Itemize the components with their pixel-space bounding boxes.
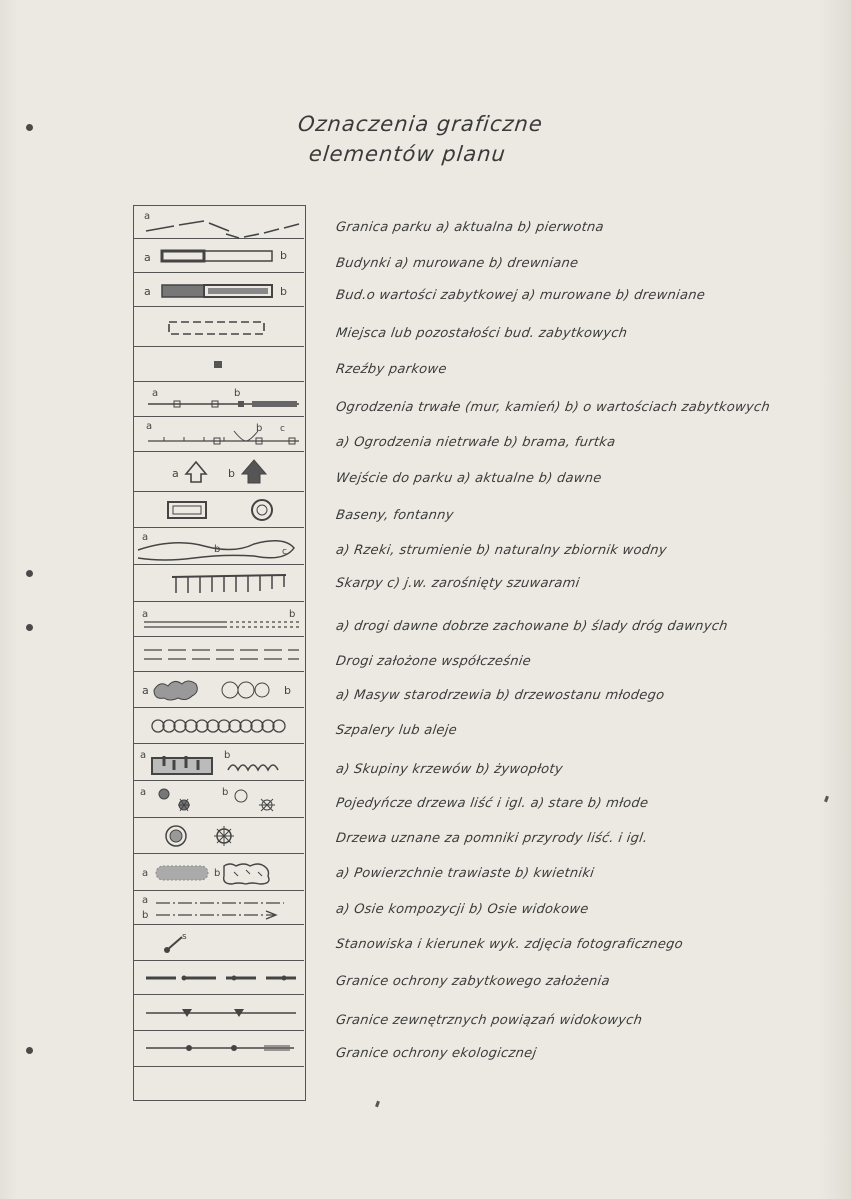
svg-text:c: c <box>280 424 285 434</box>
svg-text:b: b <box>234 388 241 399</box>
legend-symbol-column <box>133 205 306 1101</box>
legend-symbol-lawns-flowerbeds <box>134 854 304 891</box>
legend-symbol-park-boundary <box>134 206 304 239</box>
legend-label: Baseny, fontanny <box>334 508 455 523</box>
legend-label: a) Skupiny krzewów b) żywopłoty <box>334 762 564 777</box>
svg-text:a: a <box>142 532 149 543</box>
svg-text:b: b <box>284 684 291 697</box>
svg-text:a: a <box>140 750 147 761</box>
legend-label: a) Masyw starodrzewia b) drzewostanu młodego <box>334 688 666 703</box>
punch-hole <box>26 624 33 631</box>
legend-label: Bud.o wartości zabytkowej a) murowane b) drewniane <box>334 288 707 303</box>
pen-mark <box>375 1101 380 1108</box>
legend-empty-row <box>134 1067 304 1100</box>
legend-label: Budynki a) murowane b) drewniane <box>334 256 580 271</box>
svg-text:c: c <box>282 547 287 557</box>
legend-symbol-view-boundary <box>134 995 304 1031</box>
legend-symbol-entrances <box>134 452 304 492</box>
svg-text:b: b <box>214 544 221 555</box>
legend-label: Skarpy c) j.w. zarośnięty szuwarami <box>334 576 581 591</box>
svg-text:a: a <box>144 251 151 264</box>
legend-symbol-tree-stands <box>134 672 304 708</box>
svg-text:a: a <box>144 211 151 222</box>
legend-symbol-rivers <box>134 528 304 565</box>
svg-text:b: b <box>289 609 296 620</box>
legend-symbol-monument-trees <box>134 818 304 854</box>
legend-symbol-photo-station <box>134 925 304 961</box>
legend-symbol-sculptures <box>134 347 304 382</box>
svg-text:b: b <box>142 910 149 921</box>
svg-text:b: b <box>256 423 263 434</box>
legend-symbol-old-roads <box>134 602 304 637</box>
legend-symbol-alleys <box>134 708 304 744</box>
svg-text:a: a <box>142 895 149 906</box>
legend-symbol-buildings <box>134 239 304 273</box>
legend-symbol-axes <box>134 891 304 925</box>
punch-hole <box>26 570 33 577</box>
legend-label: Drogi założone współcześnie <box>334 654 533 669</box>
legend-label: a) drogi dawne dobrze zachowane b) ślady dróg dawnych <box>334 619 729 634</box>
svg-text:a: a <box>146 421 153 432</box>
legend-symbol-slopes <box>134 565 304 602</box>
document-title: Oznaczenia graficzne <box>296 112 545 136</box>
svg-text:b: b <box>280 285 287 298</box>
legend-label: Drzewa uznane za pomniki przyrody liść. i igl. <box>334 831 649 846</box>
svg-text:b: b <box>228 467 235 480</box>
legend-symbol-temporary-fences <box>134 417 304 452</box>
legend-symbol-permanent-fences <box>134 382 304 417</box>
legend-symbol-single-trees <box>134 781 304 818</box>
svg-text:a: a <box>142 684 149 697</box>
legend-label: Rzeźby parkowe <box>334 362 448 377</box>
svg-text:a: a <box>144 285 151 298</box>
svg-text:a: a <box>142 609 149 620</box>
legend-symbol-modern-roads <box>134 637 304 672</box>
legend-label: a) Osie kompozycji b) Osie widokowe <box>334 902 590 917</box>
svg-text:a: a <box>142 868 149 879</box>
legend-symbol-heritage-buildings <box>134 273 304 307</box>
legend-label: Granice ochrony zabytkowego założenia <box>334 974 611 989</box>
document-subtitle: elementów planu <box>307 142 508 166</box>
legend-label: a) Ogrodzenia nietrwałe b) brama, furtka <box>334 435 617 450</box>
svg-text:b: b <box>222 787 229 798</box>
svg-text:a: a <box>140 787 147 798</box>
legend-label: Szpalery lub aleje <box>334 723 458 738</box>
legend-symbol-pools <box>134 492 304 528</box>
svg-text:b: b <box>214 868 221 879</box>
legend-label: Granice zewnętrznych powiązań widokowych <box>334 1013 644 1028</box>
legend-label: a) Rzeki, strumienie b) naturalny zbiornik wodny <box>334 543 668 558</box>
punch-hole <box>26 1047 33 1054</box>
svg-text:a: a <box>172 467 179 480</box>
pen-mark <box>824 796 829 803</box>
legend-label: Wejście do parku a) aktualne b) dawne <box>334 471 603 486</box>
legend-symbol-heritage-protection-boundary <box>134 961 304 995</box>
legend-symbol-remains <box>134 307 304 347</box>
svg-text:s: s <box>182 932 187 942</box>
svg-text:b: b <box>224 750 231 761</box>
svg-text:b: b <box>280 249 287 262</box>
legend-symbol-shrubs-hedges <box>134 744 304 781</box>
legend-symbol-ecological-boundary <box>134 1031 304 1067</box>
legend-label: a) Powierzchnie trawiaste b) kwietniki <box>334 866 596 881</box>
legend-label: Pojedyńcze drzewa liść i igl. a) stare b) młode <box>334 796 650 811</box>
svg-text:a: a <box>152 388 159 399</box>
legend-label: Granica parku a) aktualna b) pierwotna <box>334 220 605 235</box>
legend-label: Stanowiska i kierunek wyk. zdjęcia fotograficznego <box>334 937 684 952</box>
legend-label: Miejsca lub pozostałości bud. zabytkowych <box>334 326 629 341</box>
legend-label: Granice ochrony ekologicznej <box>334 1046 538 1061</box>
legend-label: Ogrodzenia trwałe (mur, kamień) b) o wartościach zabytkowych <box>334 400 771 415</box>
